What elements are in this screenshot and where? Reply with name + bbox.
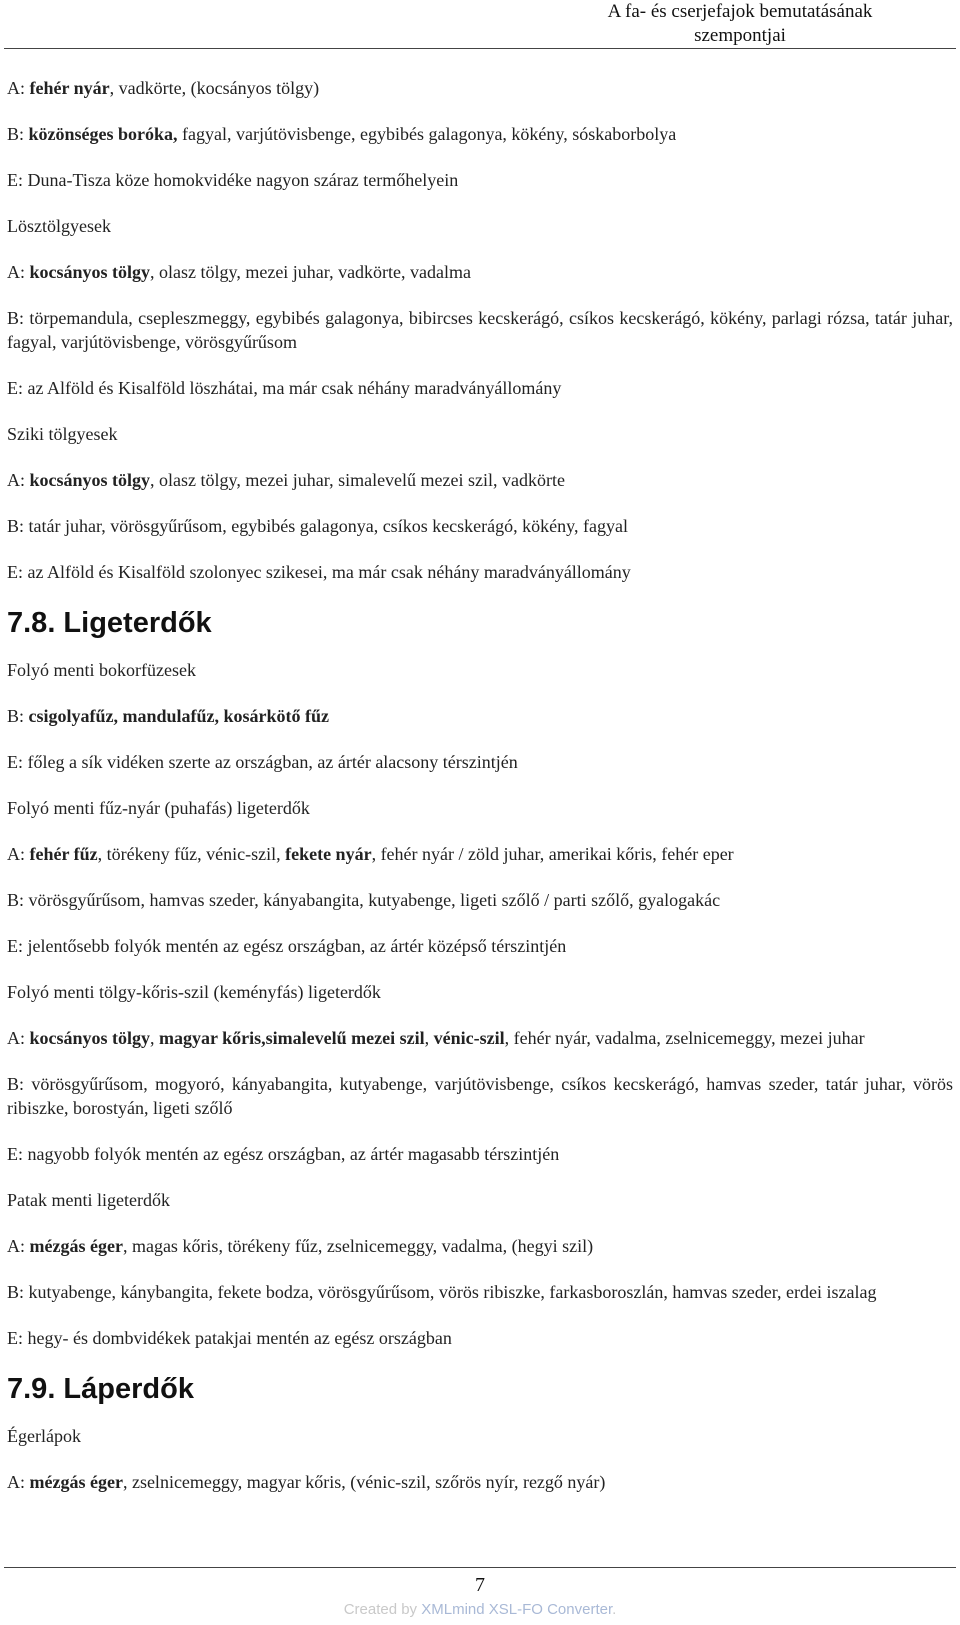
paragraph xyxy=(7,934,953,958)
paragraph xyxy=(7,1424,953,1448)
text-run: , xyxy=(150,1028,160,1048)
text-run: B: tatár juhar, vörösgyűrűsom, egybibés galagonya, csíkos kecskerágó, kökény, fagyal xyxy=(7,516,628,536)
section-heading xyxy=(7,606,953,640)
text-run: Égerlápok xyxy=(7,1426,81,1446)
text-run: A: xyxy=(7,262,30,282)
paragraph xyxy=(7,122,953,146)
paragraph xyxy=(7,1234,953,1258)
text-run: Sziki tölgyesek xyxy=(7,424,118,444)
text-run: E: Duna-Tisza köze homokvidéke nagyon száraz termőhelyein xyxy=(7,170,459,190)
text-run: 7.8. Ligeterdők xyxy=(7,607,212,639)
converter-credit xyxy=(0,1601,960,1618)
text-run: B: törpemandula, csepleszmeggy, egybibés galagonya, bibircses kecskerágó, csíkos kecskerágó, kökény, parlagi rózsa, tatár juhar, fagyal, varjútövisbenge, vörösgyűrűsom xyxy=(7,308,953,352)
text-run: A: xyxy=(7,78,30,98)
text-run: fagyal, varjútövisbenge, egybibés galagonya, kökény, sóskaborbolya xyxy=(177,124,677,144)
bold-species-name: csigolyafűz, mandulafűz, kosárkötő fűz xyxy=(28,706,330,726)
paragraph xyxy=(7,376,953,400)
header-title-line1: A fa- és cserjefajok bemutatásának xyxy=(607,1,873,22)
text-run: , vadkörte, (kocsányos tölgy) xyxy=(109,78,320,98)
bold-species-name: fehér nyár xyxy=(29,78,110,98)
text-run: B: vörösgyűrűsom, hamvas szeder, kányabangita, kutyabenge, ligeti szőlő / parti szőlő, gyalogakác xyxy=(7,890,721,910)
paragraph xyxy=(7,658,953,682)
header-title-line2: szempontjai xyxy=(694,25,786,46)
text-run: , olasz tölgy, mezei juhar, vadkörte, vadalma xyxy=(150,262,472,282)
bold-species-name: mézgás éger xyxy=(29,1236,123,1256)
paragraph xyxy=(7,1026,953,1050)
paragraph xyxy=(7,1470,953,1494)
text-run: , olasz tölgy, mezei juhar, simalevelű mezei szil, vadkörte xyxy=(150,470,565,490)
bold-species-name: vénic-szil xyxy=(433,1028,505,1048)
text-run: , fehér nyár, vadalma, zselnicemeggy, mezei juhar xyxy=(504,1028,865,1048)
text-run: A: xyxy=(7,844,30,864)
credit-prefix: Created by xyxy=(343,1601,422,1618)
paragraph xyxy=(7,306,953,354)
paragraph xyxy=(7,422,953,446)
paragraph xyxy=(7,842,953,866)
paragraph xyxy=(7,796,953,820)
paragraph xyxy=(7,1280,953,1304)
paragraph xyxy=(7,560,953,584)
bold-species-name: mézgás éger xyxy=(29,1472,123,1492)
paragraph xyxy=(7,704,953,728)
text-run: , zselnicemeggy, magyar kőris, (vénic-szil, szőrös nyír, rezgő nyár) xyxy=(122,1472,606,1492)
text-run: Folyó menti tölgy-kőris-szil (keményfás) ligeterdők xyxy=(7,982,381,1002)
credit-suffix: . xyxy=(612,1601,617,1618)
text-run: B: kutyabenge, kánybangita, fekete bodza, vörösgyűrűsom, vörös ribiszke, farkasboroszlán, hamvas szeder, erdei iszalag xyxy=(7,1282,877,1302)
text-run: E: jelentősebb folyók mentén az egész országban, az ártér középső térszintjén xyxy=(7,936,567,956)
text-run: E: az Alföld és Kisalföld szolonyec szikesei, ma már csak néhány maradványállomány xyxy=(7,562,631,582)
paragraph xyxy=(7,214,953,238)
text-run: , xyxy=(424,1028,434,1048)
bold-species-name: közönséges boróka, xyxy=(28,124,178,144)
text-run: Patak menti ligeterdők xyxy=(7,1190,170,1210)
header-rule xyxy=(4,48,956,49)
paragraph xyxy=(7,980,953,1004)
text-run: B: xyxy=(7,706,29,726)
paragraph xyxy=(7,750,953,774)
paragraph xyxy=(7,76,953,100)
text-run: , magas kőris, törékeny fűz, zselnicemeggy, vadalma, (hegyi szil) xyxy=(122,1236,594,1256)
text-run: A: xyxy=(7,1472,30,1492)
text-run: , törékeny fűz, vénic-szil, xyxy=(97,844,286,864)
running-header xyxy=(540,0,940,48)
paragraph xyxy=(7,1072,953,1120)
credit-link[interactable]: XMLmind XSL-FO Converter xyxy=(421,1601,613,1618)
text-run: E: hegy- és dombvidékek patakjai mentén az egész országban xyxy=(7,1328,452,1348)
text-run: A: xyxy=(7,470,30,490)
text-run: Folyó menti fűz-nyár (puhafás) ligeterdők xyxy=(7,798,310,818)
text-run: Folyó menti bokorfüzesek xyxy=(7,660,196,680)
paragraph xyxy=(7,888,953,912)
text-run: 7.9. Láperdők xyxy=(7,1373,194,1405)
page-number: 7 xyxy=(475,1574,485,1596)
footer-rule xyxy=(4,1567,956,1568)
paragraph xyxy=(7,1142,953,1166)
paragraph xyxy=(7,260,953,284)
paragraph xyxy=(7,1188,953,1212)
text-run: A: xyxy=(7,1028,30,1048)
paragraph xyxy=(7,168,953,192)
bold-species-name: kocsányos tölgy xyxy=(29,1028,151,1048)
bold-species-name: magyar kőris,simalevelű mezei szil xyxy=(159,1028,425,1048)
page-body xyxy=(7,76,953,1516)
bold-species-name: kocsányos tölgy xyxy=(29,262,151,282)
paragraph xyxy=(7,514,953,538)
bold-species-name: fekete nyár xyxy=(285,844,372,864)
text-run: E: az Alföld és Kisalföld löszhátai, ma már csak néhány maradványállomány xyxy=(7,378,562,398)
text-run: E: főleg a sík vidéken szerte az országban, az ártér alacsony térszintjén xyxy=(7,752,518,772)
text-run: E: nagyobb folyók mentén az egész országban, az ártér magasabb térszintjén xyxy=(7,1144,560,1164)
text-run: B: vörösgyűrűsom, mogyoró, kányabangita, kutyabenge, varjútövisbenge, csíkos kecskerágó, hamvas szeder, tatár juhar, vörös ribiszke, borostyán, ligeti szőlő xyxy=(7,1074,953,1118)
text-run: , fehér nyár / zöld juhar, amerikai kőris, fehér eper xyxy=(371,844,734,864)
bold-species-name: kocsányos tölgy xyxy=(29,470,151,490)
bold-species-name: fehér fűz xyxy=(29,844,98,864)
paragraph xyxy=(7,468,953,492)
text-run: B: xyxy=(7,124,29,144)
section-heading xyxy=(7,1372,953,1406)
text-run: Lösztölgyesek xyxy=(7,216,111,236)
paragraph xyxy=(7,1326,953,1350)
text-run: A: xyxy=(7,1236,30,1256)
